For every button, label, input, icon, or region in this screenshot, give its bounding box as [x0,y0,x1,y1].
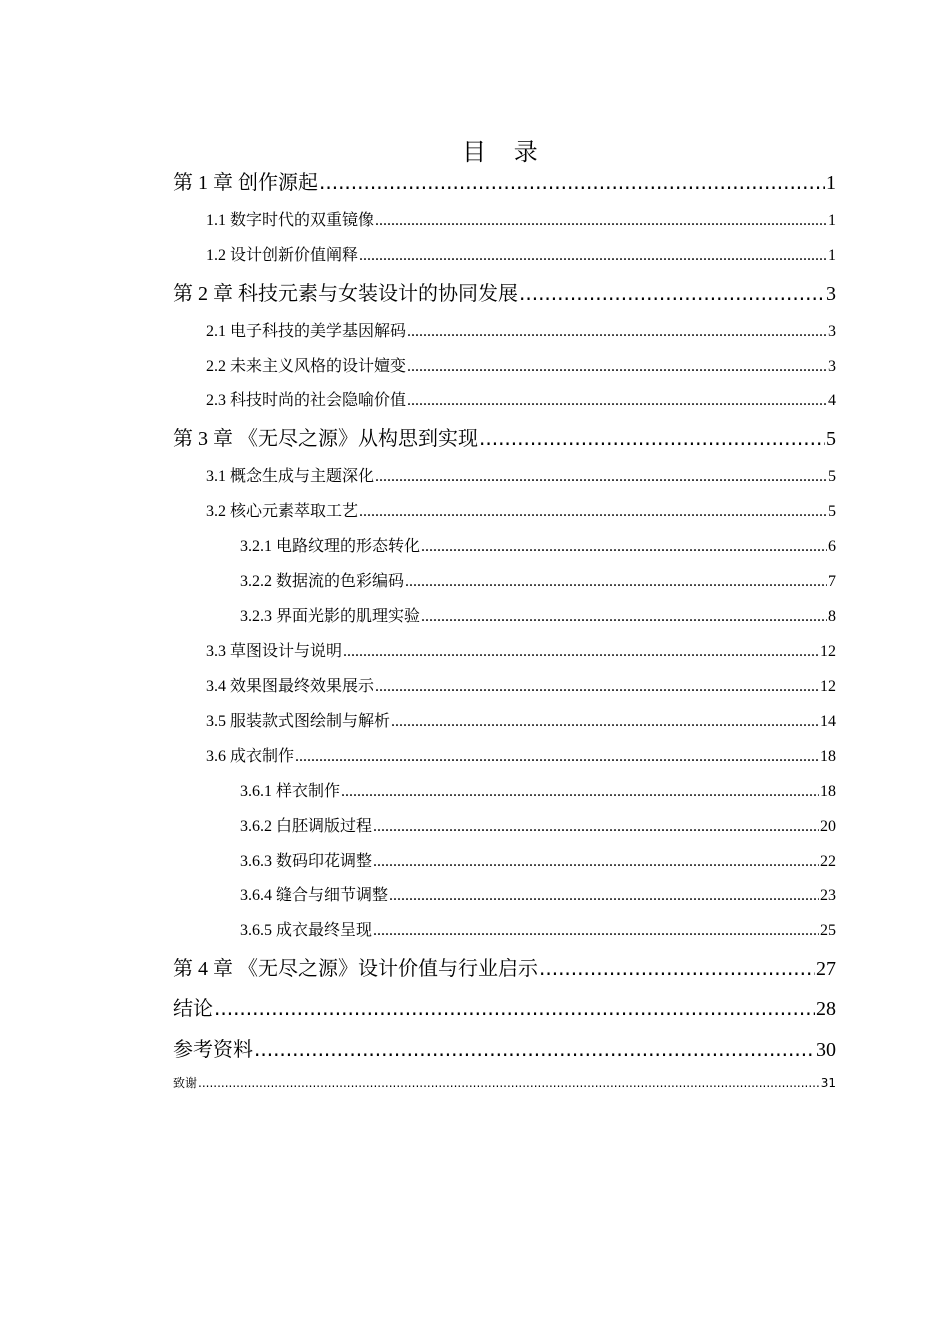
toc-entry-3-6-3[interactable] [240,848,836,871]
toc-entry-text: 第 2 章 科技元素与女装设计的协同发展 [173,283,518,305]
toc-entry-3-3[interactable] [206,638,836,661]
toc-entry-page: 5 [826,428,836,450]
toc-entry-text: 结论 [173,998,213,1020]
toc-entry-3-5[interactable] [206,708,836,731]
toc-entry-3-2-3[interactable] [240,603,836,626]
toc-entry-page: 1 [828,247,836,264]
toc-entry-text: 第 1 章 创作源起 [173,172,318,194]
toc-entry-3-6[interactable] [206,743,836,766]
toc-entry-page: 20 [820,818,836,835]
toc-entry-3-6-2[interactable] [240,813,836,836]
toc-entry-page: 27 [816,958,836,980]
toc-leader-dots [479,426,825,450]
toc-leader-dots [421,538,827,556]
toc-leader-dots [343,643,819,661]
toc-entry-text: 3.3 草图设计与说明 [206,643,343,660]
toc-title: 目 录 [462,138,548,166]
toc-entry-3-2-1[interactable] [240,533,836,556]
toc-entry-3-1[interactable] [206,463,836,486]
toc-entry-1-2[interactable] [206,242,836,265]
toc-leader-dots [407,392,827,410]
toc-entry-page: 18 [820,748,836,765]
toc-entry-page: 5 [828,503,836,520]
toc-leader-dots [539,956,815,980]
toc-entry-text: 3.6.3 数码印花调整 [240,853,373,870]
toc-leader-dots [389,887,819,905]
toc-entry-text: 3.2.2 数据流的色彩编码 [240,573,405,590]
toc-entry-text: 3.5 服装款式图绘制与解析 [206,713,391,730]
toc-entry-page: 1 [826,172,836,194]
toc-entry-text: 3.6.4 缝合与细节调整 [240,887,389,904]
toc-leader-dots [405,573,827,591]
toc-entry-chapter-1[interactable] [173,166,836,195]
toc-entry-page: 18 [820,783,836,800]
toc-leader-dots [295,748,819,766]
toc-leader-dots [407,323,827,341]
toc-entry-page: 12 [820,643,836,660]
toc-entry-page: 28 [816,998,836,1020]
toc-entry-page: 23 [820,887,836,904]
toc-entry-2-2[interactable] [206,353,836,376]
toc-entry-3-6-4[interactable] [240,882,836,905]
toc-entry-text: 3.4 效果图最终效果展示 [206,678,375,695]
toc-entry-text: 3.1 概念生成与主题深化 [206,468,375,485]
toc-entry-text: 1.2 设计创新价值阐释 [206,247,359,264]
toc-entry-page: 8 [828,608,836,625]
toc-entry-text: 2.2 未来主义风格的设计嬗变 [206,358,407,375]
toc-entry-2-1[interactable] [206,318,836,341]
toc-leader-dots [519,281,825,305]
toc-entry-text: 3.2 核心元素萃取工艺 [206,503,359,520]
toc-leader-dots [407,358,827,376]
toc-entry-text: 致谢 [173,1076,198,1090]
toc-entry-1-1[interactable] [206,207,836,230]
toc-entry-text: 2.1 电子科技的美学基因解码 [206,323,407,340]
toc-entry-text: 3.2.1 电路纹理的形态转化 [240,538,421,555]
toc-entry-page: 6 [828,538,836,555]
toc-entry-page: 22 [820,853,836,870]
toc-entry-acknowledgements[interactable] [173,1074,836,1091]
toc-entry-text: 3.6.2 白胚调版过程 [240,818,373,835]
toc-entry-page: 7 [828,573,836,590]
toc-entry-references[interactable] [173,1033,836,1062]
toc-leader-dots [373,818,819,836]
toc-entry-text: 3.6.5 成衣最终呈现 [240,922,373,939]
toc-entry-page: 3 [826,283,836,305]
toc-entry-page: 25 [820,922,836,939]
toc-entry-text: 1.1 数字时代的双重镜像 [206,212,375,229]
toc-entry-text: 2.3 科技时尚的社会隐喻价值 [206,392,407,409]
toc-entry-page: 30 [816,1039,836,1061]
toc-leader-dots [375,678,819,696]
toc-entry-text: 3.6.1 样衣制作 [240,783,341,800]
toc-entry-conclusion[interactable] [173,992,836,1021]
toc-leader-dots [375,212,827,230]
toc-entry-page: 5 [828,468,836,485]
toc-leader-dots [214,996,815,1020]
toc-leader-dots [373,922,819,940]
toc-leader-dots [391,713,819,731]
toc-entry-3-6-1[interactable] [240,778,836,801]
toc-leader-dots [373,853,819,871]
toc-entry-chapter-4[interactable] [173,952,836,981]
toc-entry-3-4[interactable] [206,673,836,696]
toc-entry-page: 1 [828,212,836,229]
toc-entry-3-2[interactable] [206,498,836,521]
toc-entry-page: 4 [828,392,836,409]
toc-entry-text: 3.2.3 界面光影的肌理实验 [240,608,421,625]
toc-entry-3-6-5[interactable] [240,917,836,940]
toc-entry-page: 12 [820,678,836,695]
toc-leader-dots [319,170,825,194]
toc-entry-2-3[interactable] [206,387,836,410]
toc-entry-page: 3 [828,358,836,375]
toc-leader-dots [341,783,819,801]
toc-leader-dots [254,1037,815,1061]
toc-leader-dots [359,503,827,521]
toc-entry-text: 参考资料 [173,1039,253,1061]
toc-entry-text: 第 4 章 《无尽之源》设计价值与行业启示 [173,958,538,980]
toc-entry-page: 3 [828,323,836,340]
toc-entry-chapter-3[interactable] [173,422,836,451]
toc-entry-text: 3.6 成衣制作 [206,748,295,765]
toc-leader-dots [375,468,827,486]
toc-leader-dots [421,608,827,626]
toc-leader-dots [198,1076,820,1090]
toc-entry-3-2-2[interactable] [240,568,836,591]
toc-entry-page: 14 [820,713,836,730]
toc-entry-text: 第 3 章 《无尽之源》从构思到实现 [173,428,478,450]
toc-entry-chapter-2[interactable] [173,277,836,306]
toc-leader-dots [359,247,827,265]
toc-entry-page: 31 [820,1076,836,1090]
